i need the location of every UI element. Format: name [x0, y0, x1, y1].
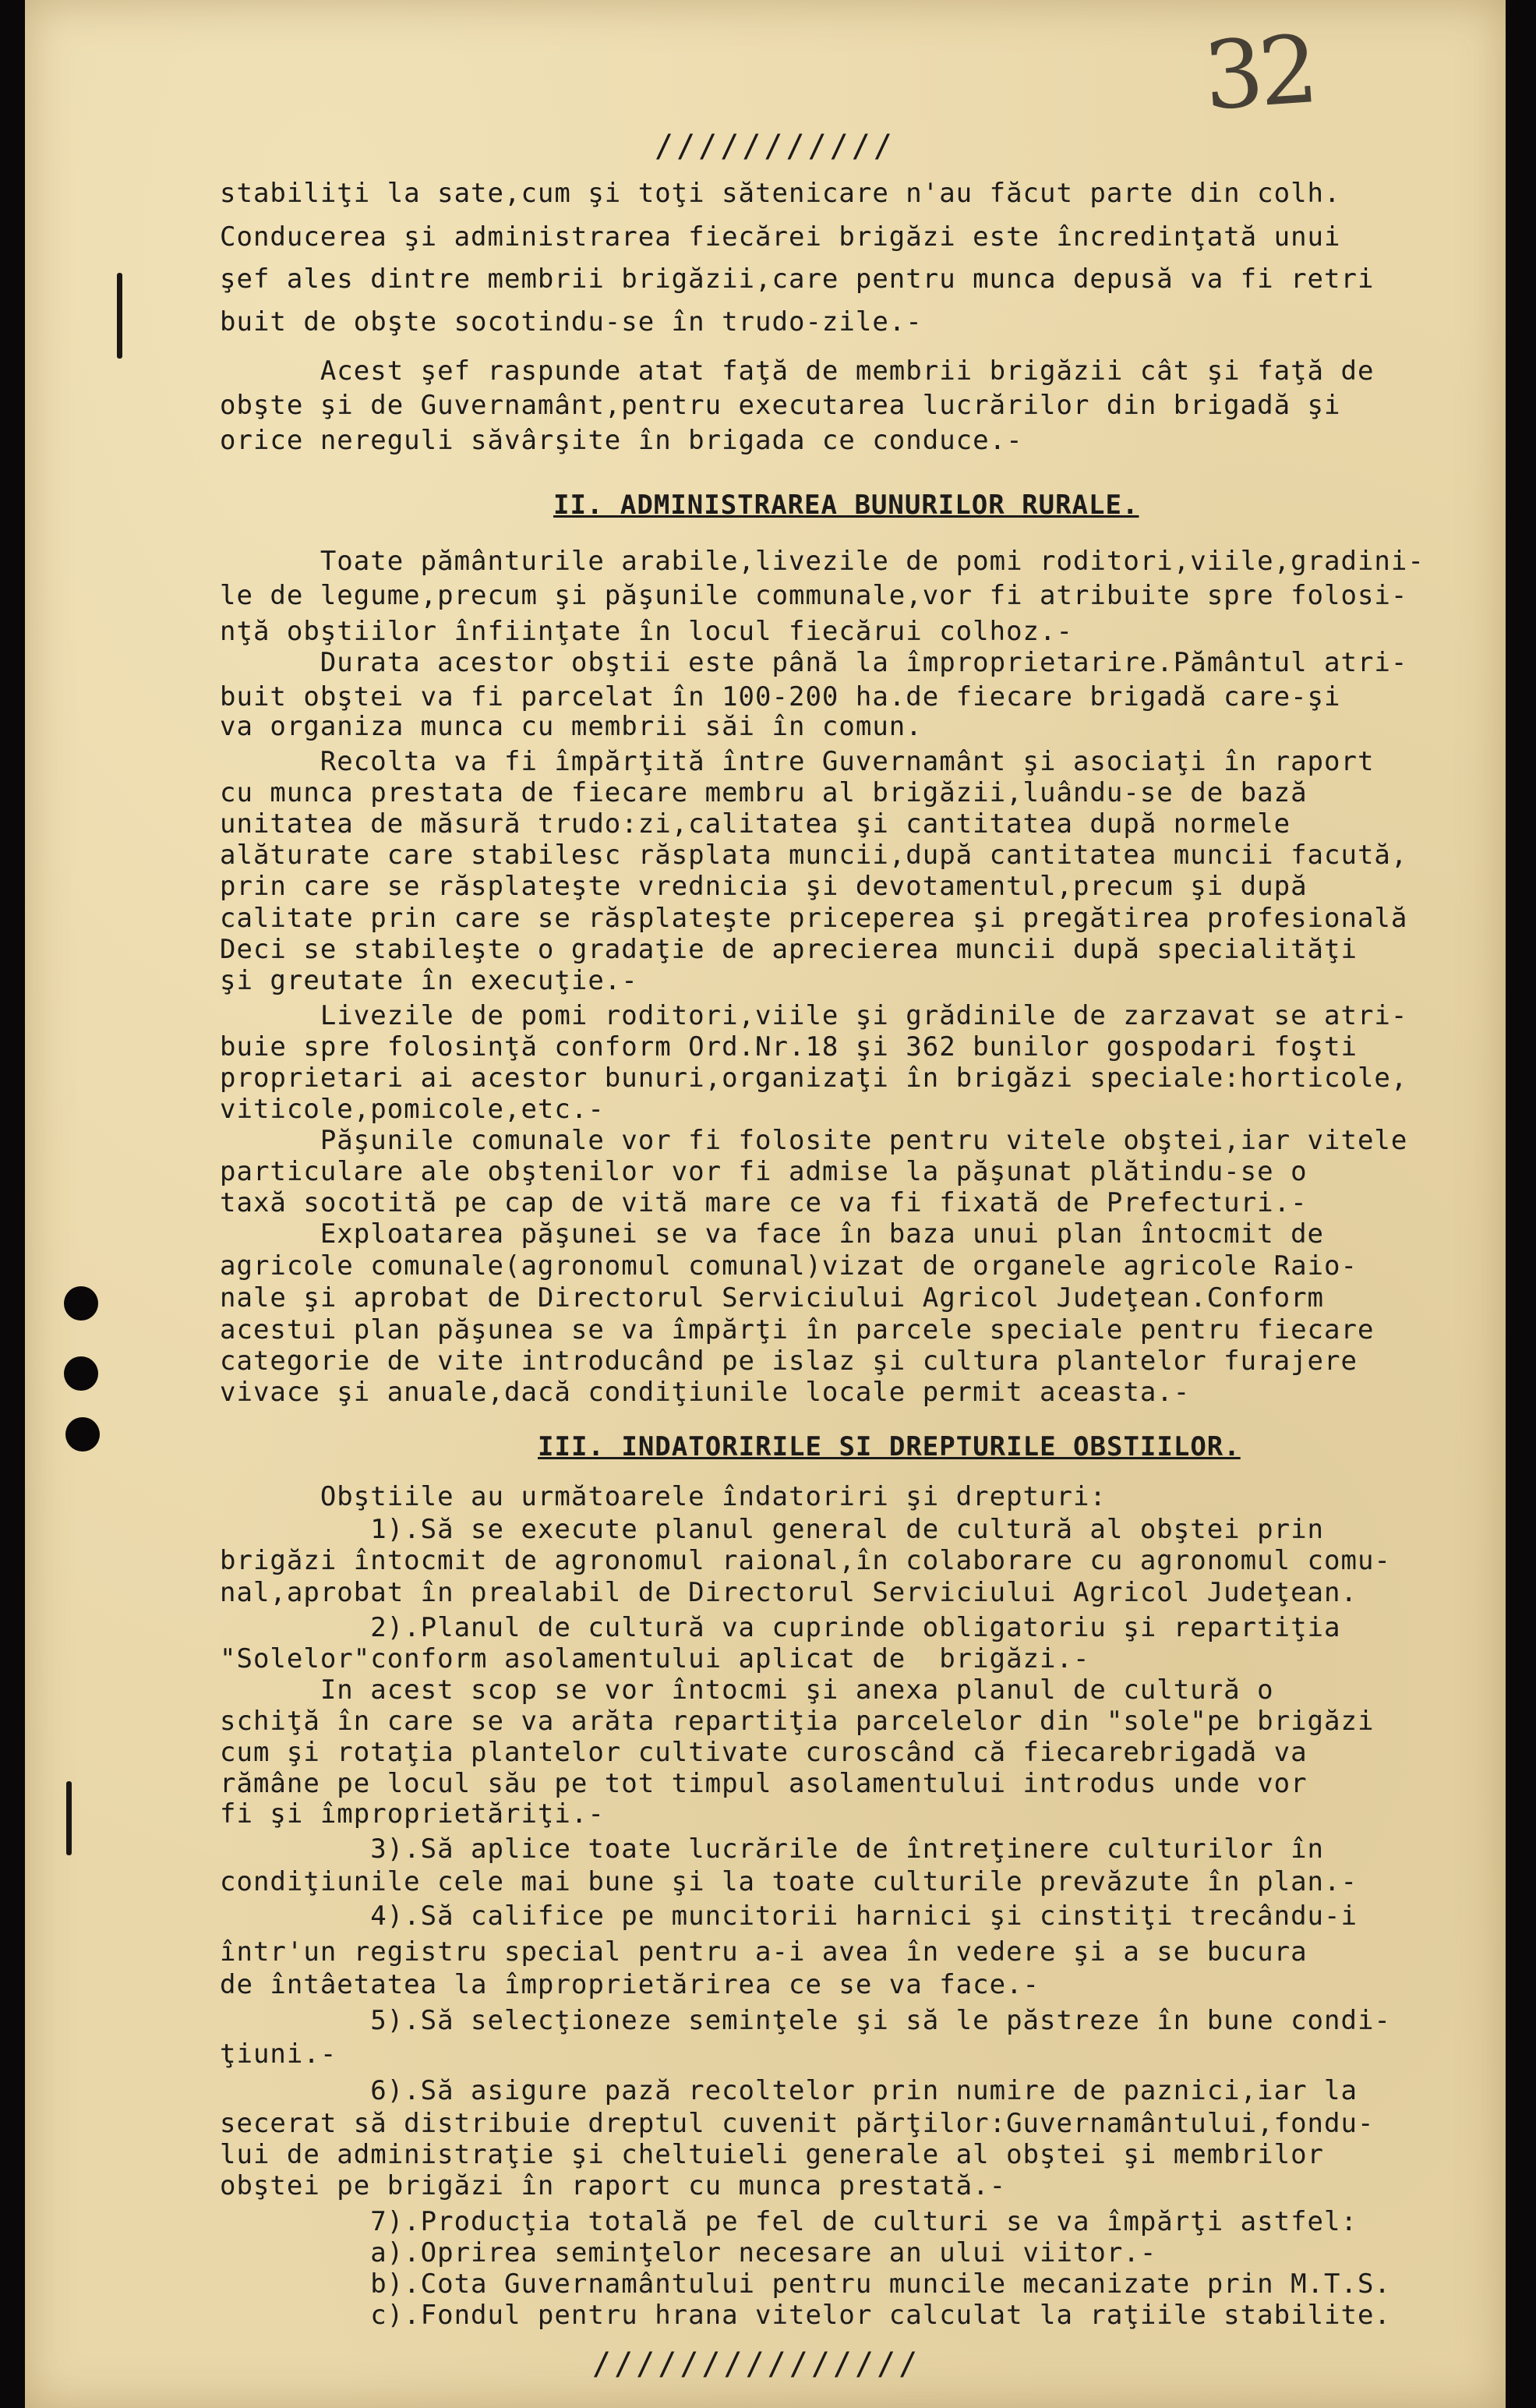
text-line: într'un registru special pentru a-i avea în vedere şi a se bucura [220, 1936, 1308, 1968]
text-line: unitatea de măsură trudo:zi,calitatea şi cantitatea după normele [220, 808, 1291, 840]
text-line: condiţiunile cele mai bune şi la toate culturile prevăzute în plan.- [220, 1866, 1358, 1897]
text-line: a).Oprirea seminţelor necesare an ului viitor.- [220, 2237, 1157, 2268]
text-line: nţă obştiilor înfiinţate în locul fiecărui colhoz.- [220, 616, 1073, 647]
text-line: nale şi aprobat de Directorul Serviciului Agricol Judeţean.Conform [220, 1282, 1325, 1314]
text-line: Toate pământurile arabile,livezile de pomi roditori,viile,gradini- [220, 546, 1425, 577]
separator-top: /////////// [655, 129, 895, 164]
text-line: b).Cota Guvernamântului pentru muncile mecanizate prin M.T.S. [220, 2268, 1391, 2300]
text-line: Obştiile au următoarele îndatoriri şi drepturi: [220, 1481, 1107, 1512]
text-line: buit de obşte socotindu-se în trudo-zile.- [220, 306, 923, 338]
text-line: 3).Să aplice toate lucrările de întreţinere culturilor în [220, 1833, 1325, 1865]
text-line: "Solelor"conform asolamentului aplicat de brigăzi.- [220, 1643, 1090, 1674]
text-line: In acest scop se vor întocmi şi anexa planul de cultură o [220, 1674, 1274, 1706]
text-line: obşte şi de Guvernamânt,pentru executarea lucrărilor din brigadă şi [220, 390, 1341, 421]
text-line: schiţă în care se va arăta repartiţia parcelelor din "sole"pe brigăzi [220, 1706, 1375, 1737]
separator-bottom: /////////////// [592, 2346, 921, 2382]
text-line: Deci se stabileşte o gradaţie de aprecierea muncii după specialităţi [220, 934, 1358, 965]
text-line: particulare ale obştenilor vor fi admise la păşunat plătindu-se o [220, 1156, 1308, 1187]
text-line: va organiza munca cu membrii săi în comun. [220, 711, 923, 742]
text-line: obştei pe brigăzi în raport cu munca prestată.- [220, 2170, 1007, 2201]
text-line: Livezile de pomi roditori,viile şi grădinile de zarzavat se atri- [220, 1000, 1408, 1031]
text-line: nal,aprobat în prealabil de Directorul Serviciului Agricol Judeţean. [220, 1577, 1358, 1608]
text-line: buit obştei va fi parcelat în 100-200 ha.de fiecare brigadă care-şi [220, 681, 1341, 712]
text-line: şef ales dintre membrii brigăzii,care pentru munca depusă va fi retri [220, 263, 1375, 295]
text-line: orice nereguli săvârşite în brigada ce conduce.- [220, 425, 1023, 456]
text-line: c).Fondul pentru hrana vitelor calculat la raţiile stabilite. [220, 2300, 1391, 2331]
text-line: brigăzi întocmit de agronomul raional,în colaborare cu agronomul comu- [220, 1545, 1391, 1576]
text-line: acestui plan păşunea se va împărţi în parcele speciale pentru fiecare [220, 1314, 1375, 1345]
text-line: Exploatarea păşunei se va face în baza unui plan întocmit de [220, 1218, 1325, 1250]
text-line: de întâetatea la împroprietărirea ce se va face.- [220, 1969, 1040, 2000]
text-line: 7).Producţia totală pe fel de culturi se va împărţi astfel: [220, 2206, 1358, 2237]
text-line: Durata acestor obştii este până la împroprietarire.Pământul atri- [220, 647, 1408, 678]
section-heading-3: III. INDATORIRILE SI DREPTURILE OBSTIILOR. [538, 1431, 1241, 1462]
text-line: cum şi rotaţia plantelor cultivate curoscând că fiecarebrigadă va [220, 1737, 1308, 1768]
text-line: cu munca prestata de fiecare membru al brigăzii,luându-se de bază [220, 777, 1308, 808]
text-line: le de legume,precum şi păşunile communale,vor fi atribuite spre folosi- [220, 580, 1408, 611]
text-line: Recolta va fi împărţită între Guvernamânt şi asociaţi în raport [220, 746, 1375, 777]
section-heading-2: II. ADMINISTRAREA BUNURILOR RURALE. [553, 490, 1139, 521]
text-line: vivace şi anuale,dacă condiţiunile locale permit aceasta.- [220, 1377, 1191, 1408]
text-line: categorie de vite introducând pe islaz şi cultura plantelor furajere [220, 1345, 1358, 1377]
text-line: fi şi împroprietăriţi.- [220, 1798, 605, 1830]
text-line: prin care se răsplateşte vrednicia şi devotamentul,precum şi după [220, 871, 1308, 902]
text-line: 5).Să selecţioneze seminţele şi să le păstreze în bune condi- [220, 2005, 1391, 2036]
text-line: buie spre folosinţă conform Ord.Nr.18 şi 362 bunilor gospodari foşti [220, 1031, 1358, 1063]
text-line: viticole,pomicole,etc.- [220, 1094, 605, 1125]
text-line: taxă socotită pe cap de vită mare ce va fi fixată de Prefecturi.- [220, 1187, 1308, 1218]
text-line: proprietari ai acestor bunuri,organizaţi în brigăzi speciale:horticole, [220, 1063, 1408, 1094]
text-line: lui de administraţie şi cheltuieli generale al obştei şi membrilor [220, 2139, 1325, 2170]
text-line: alăturate care stabilesc răsplata muncii,după cantitatea muncii facută, [220, 840, 1408, 871]
text-line: Conducerea şi administrarea fiecărei brigăzi este încredinţată unui [220, 221, 1341, 253]
text-line: rămâne pe locul său pe tot timpul asolamentului introdus unde vor [220, 1768, 1308, 1799]
text-line: 1).Să se execute planul general de cultură al obştei prin [220, 1514, 1325, 1545]
text-line: agricole comunale(agronomul comunal)vizat de organele agricole Raio- [220, 1250, 1358, 1282]
text-line: calitate prin care se răsplateşte priceperea şi pregătirea profesională [220, 903, 1408, 934]
text-line: Acest şef raspunde atat faţă de membrii brigăzii cât şi faţă de [220, 355, 1375, 387]
text-line: secerat să distribuie dreptul cuvenit părţilor:Guvernamântului,fondu- [220, 2108, 1375, 2139]
text-line: Păşunile comunale vor fi folosite pentru vitele obştei,iar vitele [220, 1125, 1408, 1156]
handwritten-page-number: 32 [1200, 16, 1318, 132]
text-line: 4).Să califice pe muncitorii harnici şi cinstiţi trecându-i [220, 1901, 1358, 1932]
text-line: ţiuni.- [220, 2038, 337, 2070]
text-line: 6).Să asigure pază recoltelor prin numire de paznici,iar la [220, 2075, 1358, 2106]
text-line: şi greutate în execuţie.- [220, 965, 638, 996]
text-line: 2).Planul de cultură va cuprinde obligatoriu şi repartiţia [220, 1612, 1341, 1643]
text-line: stabiliţi la sate,cum şi toţi sătenicare n'au făcut parte din colh. [220, 178, 1341, 209]
